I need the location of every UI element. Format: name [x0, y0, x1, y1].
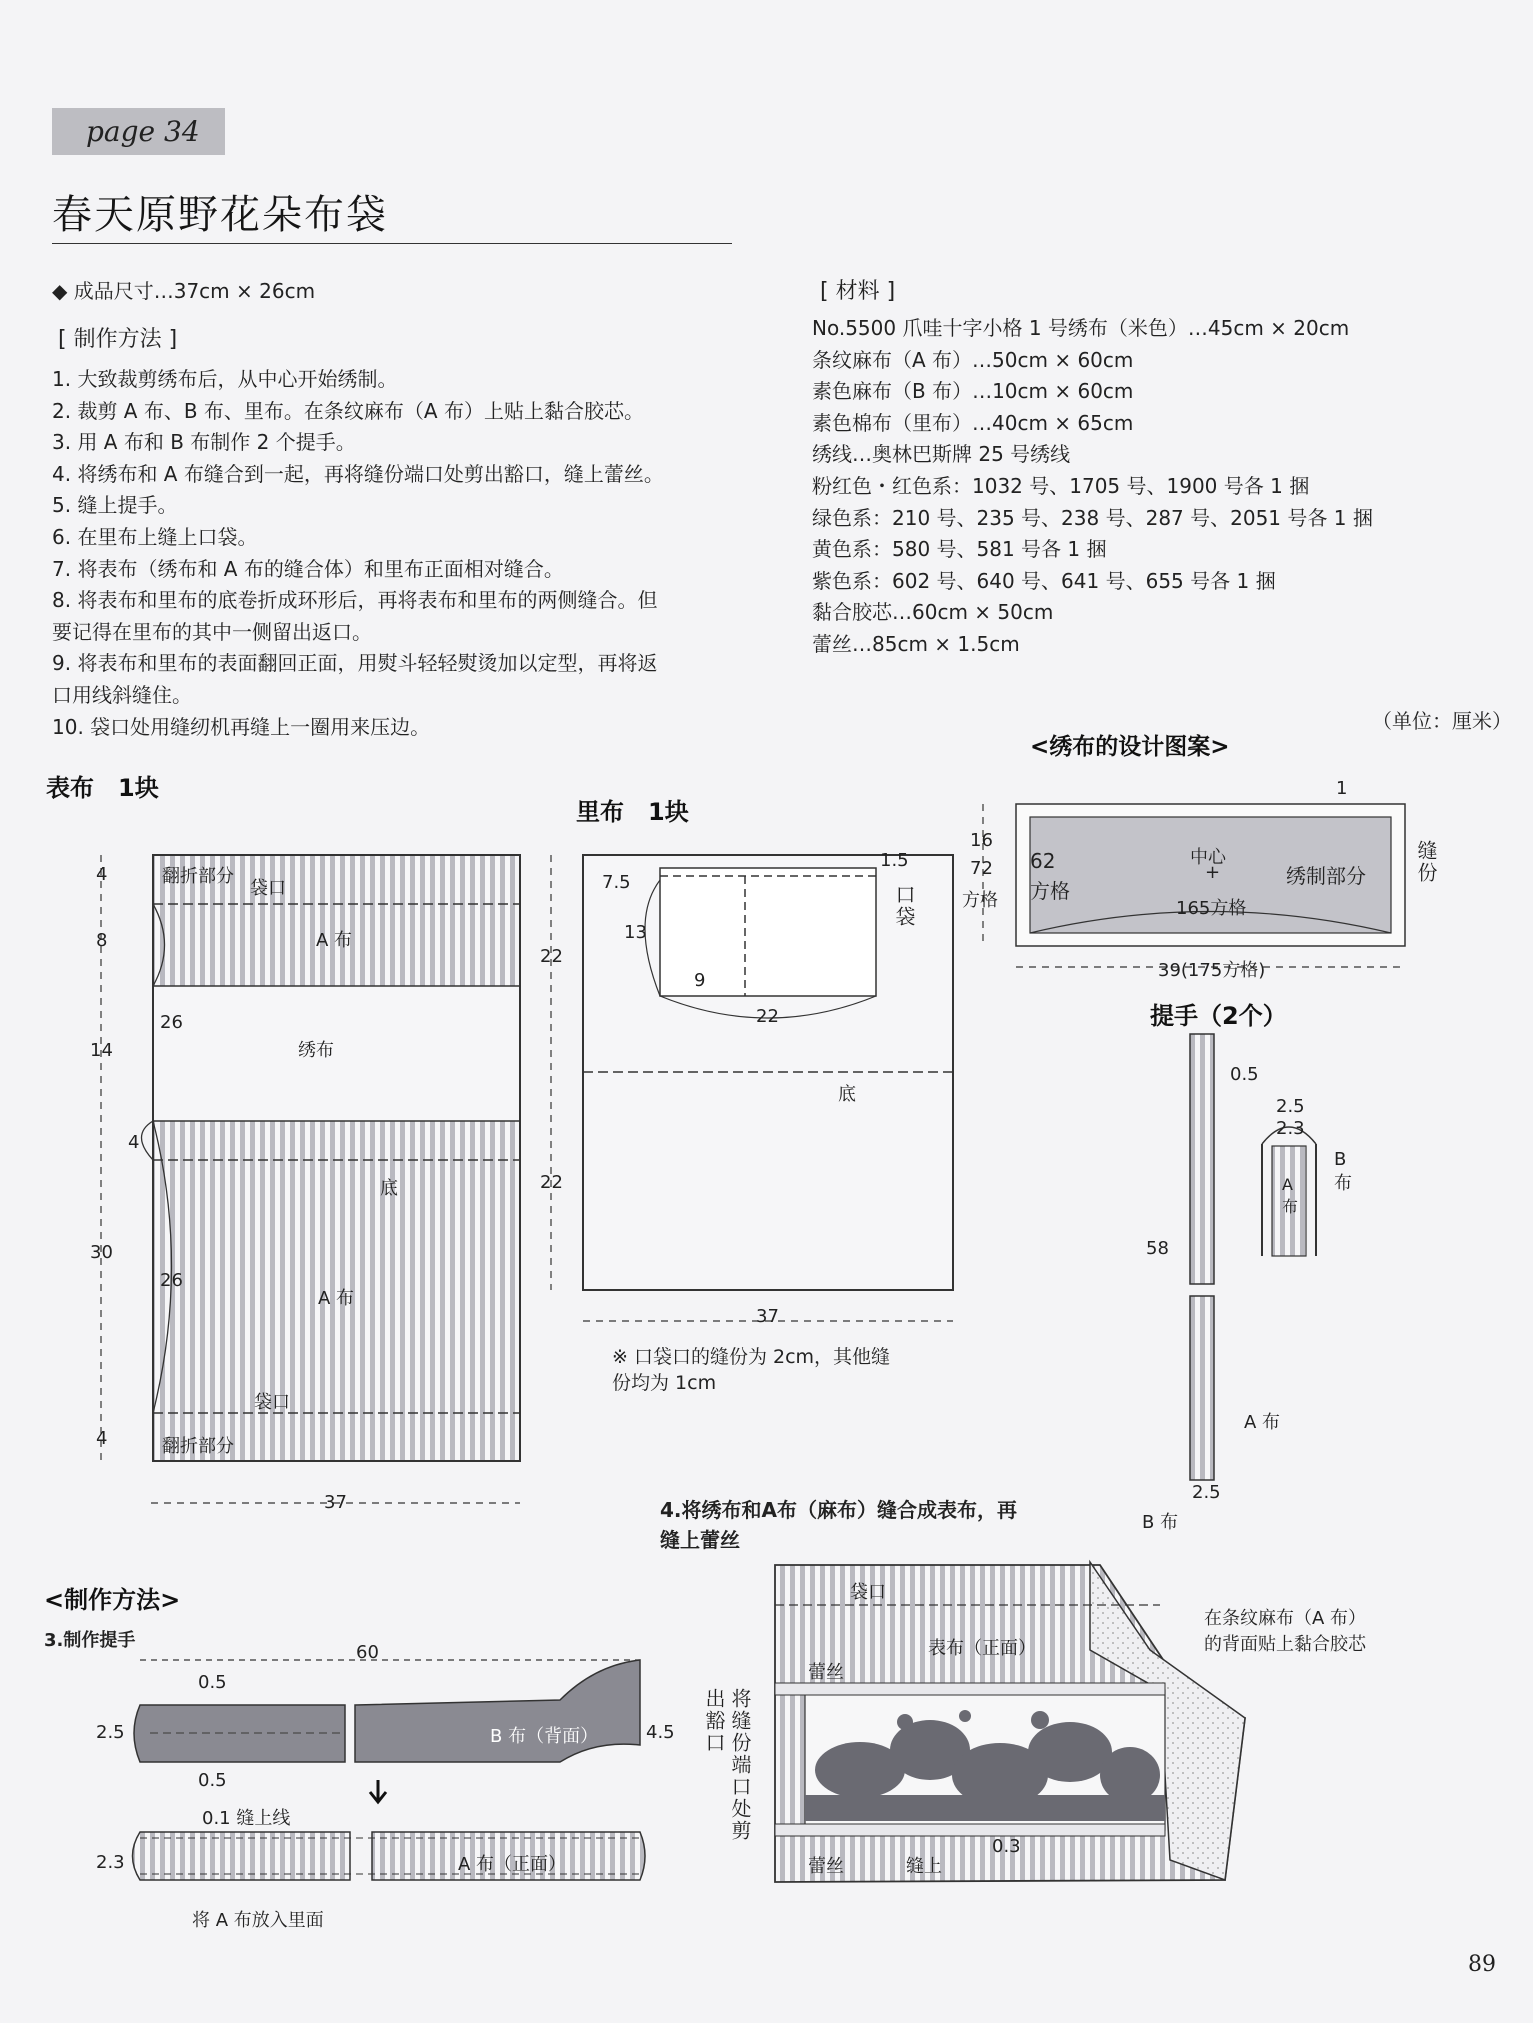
method-step: 6. 在里布上缝上口袋。 [52, 524, 258, 549]
method-diagram-heading: <制作方法> [44, 1586, 181, 1614]
dim-14: 14 [90, 1040, 113, 1061]
label-grid: 方格 [962, 890, 998, 911]
s4-note-1: 在条纹麻布（A 布） [1204, 1608, 1367, 1629]
dim-width-37-lining: 37 [756, 1306, 779, 1327]
material-item: 蕾丝…85cm × 1.5cm [812, 631, 1020, 656]
material-item: 素色麻布（B 布）…10cm × 60cm [812, 379, 1134, 404]
material-item: 绣线…奥林巴斯牌 25 号绣线 [812, 442, 1071, 467]
label-s4-lace-bottom: 蕾丝 [808, 1856, 844, 1877]
method-step: 要记得在里布的其中一侧留出返口。 [52, 619, 372, 644]
dim-s4-03: 0.3 [992, 1836, 1021, 1857]
step3-heading: 3.制作提手 [44, 1630, 136, 1651]
method-step: 10. 袋口处用缝纫机再缝上一圈用来压边。 [52, 714, 431, 739]
label-s4-mouth: 袋口 [850, 1582, 886, 1603]
dim-22-upper: 22 [540, 946, 563, 967]
dim-s3-25: 2.5 [96, 1722, 125, 1743]
label-embroidery-area: 绣制部分 [1286, 864, 1366, 888]
dim-26-bottom: 26 [160, 1270, 183, 1291]
dim-4-mid: 4 [128, 1132, 140, 1153]
label-handle-b-bottom: B 布 [1142, 1512, 1179, 1533]
dim-4-bottom: 4 [96, 1428, 108, 1449]
label-lining-bottom: 底 [838, 1084, 856, 1105]
materials-heading: [ 材料 ] [820, 279, 896, 304]
finished-size: ◆ 成品尺寸…37cm × 26cm [52, 279, 316, 303]
material-item: 素色棉布（里布）…40cm × 65cm [812, 410, 1134, 435]
dim-60: 60 [356, 1642, 379, 1663]
page-title: 春天原野花朵布袋 [52, 192, 388, 238]
label-mouth-bottom: 袋口 [254, 1392, 290, 1413]
label-62: 62 方格 [1030, 849, 1070, 903]
label-165: 165方格 [1176, 898, 1247, 919]
lining-note-2: 份均为 1cm [612, 1372, 717, 1394]
dim-s3-05-bottom: 0.5 [198, 1770, 227, 1791]
dim-handle-25: 2.5 [1276, 1096, 1305, 1117]
s4-note-2: 的背面贴上黏合胶芯 [1204, 1634, 1366, 1655]
lining-note-1: ※ 口袋口的缝份为 2cm，其他缝 [612, 1346, 891, 1368]
method-heading: [ 制作方法 ] [58, 327, 178, 352]
method-step: 8. 将表布和里布的底卷折成环形后，再将表布和里布的两侧缝合。但 [52, 588, 658, 613]
label-seam: 缝份 [1414, 840, 1438, 884]
dim-13: 13 [624, 922, 647, 943]
dim-8: 8 [96, 930, 108, 951]
step4-heading-1: 4.将绣布和A布（麻布）缝合成表布，再 [660, 1498, 1017, 1522]
lining-panel-heading: 里布 1块 [576, 798, 689, 826]
label-a-cloth-top: A 布 [316, 930, 353, 951]
method-step: 1. 大致裁剪绣布后，从中心开始绣制。 [52, 367, 398, 391]
dim-16: 16 [970, 830, 993, 851]
dim-39: 39(175方格) [1158, 960, 1266, 981]
method-step: 4. 将绣布和 A 布缝合到一起，再将缝份端口处剪出豁口，缝上蕾丝。 [52, 461, 664, 486]
material-item: No.5500 爪哇十字小格 1 号绣布（米色）…45cm × 20cm [812, 316, 1350, 340]
page-tag: page 34 [52, 108, 225, 155]
outer-panel-heading: 表布 1块 [46, 774, 159, 802]
label-fold-top: 翻折部分 [162, 866, 234, 887]
center-cross: + [1205, 862, 1221, 883]
method-step: 3. 用 A 布和 B 布制作 2 个提手。 [52, 430, 356, 455]
method-step: 口用线斜缝住。 [52, 682, 192, 707]
label-handle-a: A 布 [1244, 1412, 1281, 1433]
method-step: 5. 缝上提手。 [52, 493, 178, 518]
dim-22-lower: 22 [540, 1172, 563, 1193]
label-a-cloth-bottom: A 布 [318, 1288, 355, 1309]
label-bottom: 底 [380, 1178, 398, 1199]
step3-note: 将 A 布放入里面 [192, 1910, 324, 1931]
label-s4-lace-top: 蕾丝 [808, 1662, 844, 1683]
dim-30: 30 [90, 1242, 113, 1263]
dim-s3-23: 2.3 [96, 1852, 125, 1873]
label-s4-outer-front: 表布（正面） [928, 1638, 1036, 1659]
material-item: 粉红色・红色系：1032 号、1705 号、1900 号各 1 捆 [812, 473, 1310, 498]
label-s4-sew: 缝上 [906, 1856, 942, 1877]
dim-handle-05: 0.5 [1230, 1064, 1259, 1085]
label-fold-bottom: 翻折部分 [162, 1436, 234, 1457]
label-s4-vertical-2: 出豁口 [702, 1688, 726, 1754]
dim-width-37-outer: 37 [324, 1492, 347, 1513]
dim-26-top: 26 [160, 1012, 183, 1033]
page-number: 89 [1468, 1952, 1496, 1977]
material-item: 条纹麻布（A 布）…50cm × 60cm [812, 347, 1134, 372]
method-step: 2. 裁剪 A 布、B 布、里布。在条纹麻布（A 布）上贴上黏合胶芯。 [52, 398, 644, 423]
dim-handle-23: 2.3 [1276, 1118, 1305, 1139]
dim-72: 72 [970, 858, 993, 879]
label-pocket: 口袋 [892, 884, 916, 928]
label-mouth-top: 袋口 [250, 878, 286, 899]
outer-panel-drawing [101, 855, 520, 1503]
dim-7-5: 7.5 [602, 872, 631, 893]
dim-s3-05-top: 0.5 [198, 1672, 227, 1693]
dim-1-5: 1.5 [880, 850, 909, 871]
material-item: 黄色系：580 号、581 号各 1 捆 [812, 537, 1107, 562]
material-item: 紫色系：602 号、640 号、641 号、655 号各 1 捆 [812, 568, 1276, 593]
dim-handle-25-b: 2.5 [1192, 1482, 1221, 1503]
unit-note: （单位：厘米） [1372, 709, 1512, 733]
dim-22-pocket: 22 [756, 1006, 779, 1027]
label-b-back: B 布（背面） [490, 1726, 599, 1747]
label-s4-vertical-1: 将缝份端口处剪 [728, 1688, 752, 1842]
dim-4-top: 4 [96, 864, 108, 885]
label-center: 中心 [1190, 847, 1226, 868]
dim-s3-45: 4.5 [646, 1722, 675, 1743]
step4-drawing [775, 1562, 1245, 1882]
design-heading: <绣布的设计图案> [1030, 734, 1230, 760]
label-handle-a-small: A 布 [1282, 1175, 1299, 1216]
label-handle-b: B 布 [1334, 1149, 1352, 1194]
dim-9: 9 [694, 970, 706, 991]
dim-design-1: 1 [1336, 778, 1348, 799]
method-step: 9. 将表布和里布的表面翻回正面，用熨斗轻轻熨烫加以定型，再将返 [52, 651, 658, 676]
material-item: 黏合胶芯…60cm × 50cm [812, 600, 1054, 625]
label-a-front: A 布（正面） [458, 1854, 567, 1875]
method-step: 7. 将表布（绣布和 A 布的缝合体）和里布正面相对缝合。 [52, 556, 564, 581]
dim-58: 58 [1146, 1238, 1169, 1259]
label-embroidery: 绣布 [298, 1040, 334, 1061]
material-item: 绿色系：210 号、235 号、238 号、287 号、2051 号各 1 捆 [812, 505, 1373, 530]
step4-heading-2: 缝上蕾丝 [660, 1528, 740, 1552]
handle-heading: 提手（2个） [1150, 1002, 1287, 1030]
label-stitch-01: 0.1 缝上线 [202, 1808, 291, 1829]
